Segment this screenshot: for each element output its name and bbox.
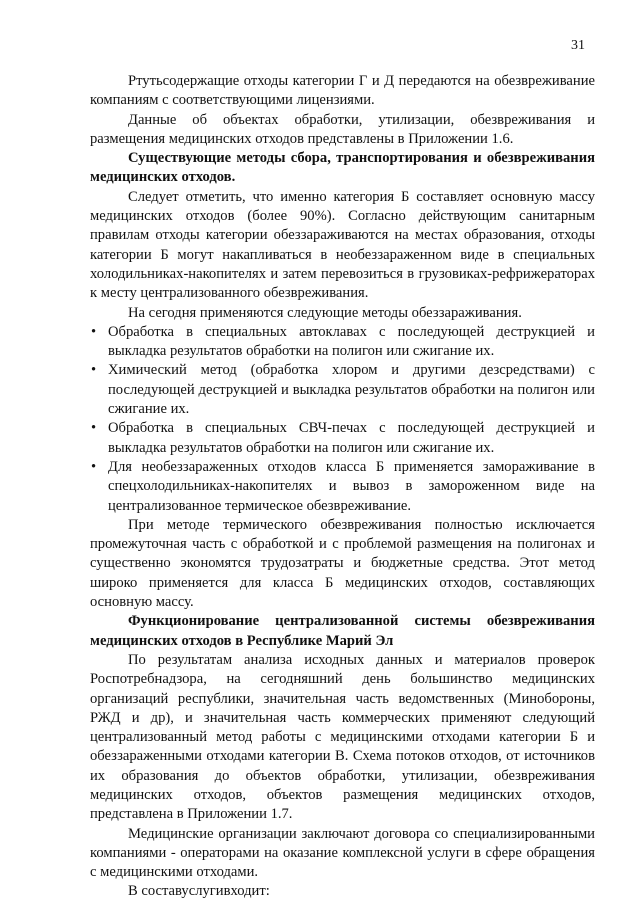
document-body xyxy=(90,72,595,902)
methods-list xyxy=(90,323,595,516)
paragraph-methods-intro: На сегодня применяются следующие методы обеззараживания. xyxy=(128,304,522,321)
paragraph-appendix-1-6: Данные об объектах обработки, утилизации, обезвреживания и размещения медицинских отходов представлены в Приложении 1.6. xyxy=(90,111,595,147)
section-heading-centralized-system: Функционирование централизованной системы обезвреживания медицинских отходов в Республике Марий Эл xyxy=(90,613,595,649)
list-item-microwave: • Обработка в специальных СВЧ-печах с последующей деструкцией и выкладка результатов обработки на полигон или сжигание их. xyxy=(108,419,595,458)
section-heading-methods: Существующие методы сбора, транспортирования и обезвреживания медицинских отходов. xyxy=(90,150,595,186)
list-item-chemical: • Химический метод (обработка хлором и другими дезсредствами) с последующей деструкцией и выкладка результатов обработки на полигон или сжигание их. xyxy=(108,361,595,419)
paragraph-service-scope: В составуслугивходит: xyxy=(128,883,270,900)
list-item-autoclave: • Обработка в специальных автоклавах с последующей деструкцией и выкладка результатов обработки на полигон или сжигание их. xyxy=(108,323,595,362)
paragraph-category-b: Следует отметить, что именно категория Б составляет основную массу медицинских отходов (более 90%). Согласно действующим санитарным правилам отходы категории обеззараживаются на местах образования, отходы категории Б могут накапливаться в необеззараженном виде в специальных холодильниках-накопителях и затем перевозиться в грузовиках-рефрижераторах к месту централизованного обезвреживания. xyxy=(90,188,595,302)
paragraph-rospotrebnadzor: По результатам анализа исходных данных и материалов проверок Роспотребнадзора, на сегодняшний день большинство медицинских организаций республики, значительная часть ведомственных (Минобороны, РЖД и др), и значительная часть коммерческих применяют следующий централизованный метод работы с медицинскими отходами категории Б и обеззараженными отходами категории В. Схема потоков отходов, от источников их образования до объектов обработки, утилизации, обезвреживания медицинских отходов, объектов размещения медицинских отходов, представлена в Приложении 1.7. xyxy=(90,651,595,823)
paragraph-thermal-method: При методе термического обезвреживания полностью исключается промежуточная часть с обработкой и с проблемой размещения на полигонах и существенно экономятся трудозатраты и бюджетные средства. Этот метод широко применяется для класса Б медицинских отходов, составляющих основную массу. xyxy=(90,516,595,611)
paragraph-mercury-waste: Ртутьсодержащие отходы категории Г и Д передаются на обезвреживание компаниям с соответствующими лицензиями. xyxy=(90,73,595,109)
paragraph-contracts: Медицинские организации заключают договора со специализированными компаниями - операторами на оказание комплексной услуги в сфере обращения с медицинскими отходами. xyxy=(90,825,595,881)
page-number: 31 xyxy=(571,38,585,53)
list-item-freezing: • Для необеззараженных отходов класса Б применяется замораживание в спецхолодильниках-накопителях и вывоз в замороженном виде на централизованное термическое обезвреживание. xyxy=(108,458,595,516)
